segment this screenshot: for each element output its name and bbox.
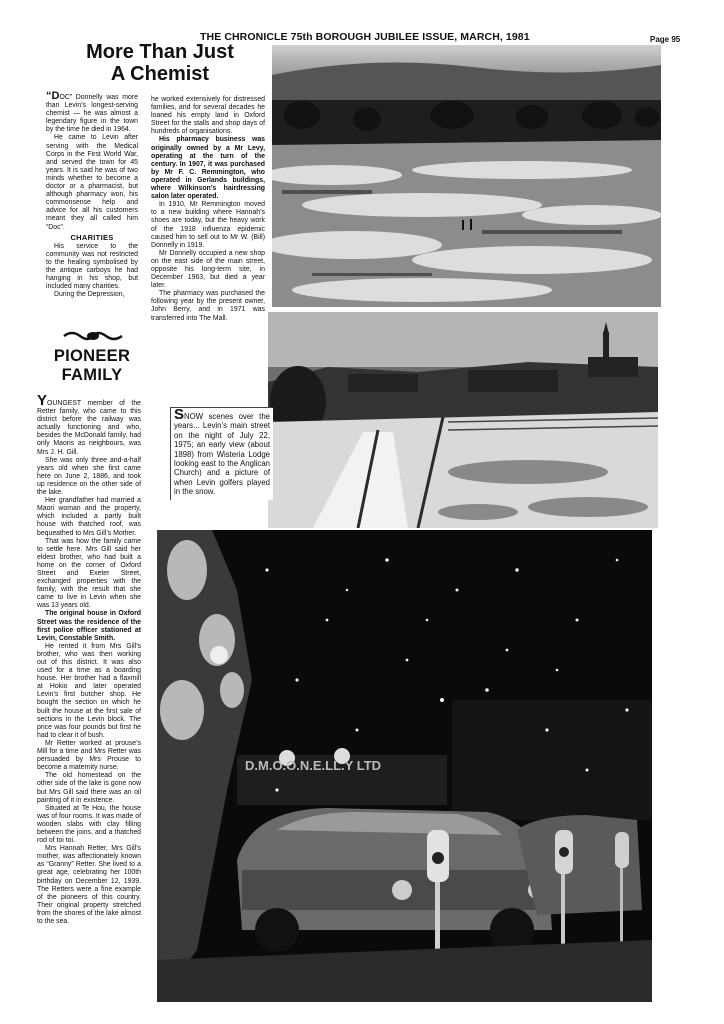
snowy-golf-course-photo [272,45,661,307]
drop-cap: D [51,90,60,102]
paragraph: During the Depression, [54,291,125,299]
headline-line-2: A Chemist [110,63,210,85]
paragraph: In 1910, Mr Remmington moved to a new building where Hannah’s shoes are today, but the heavy work of the 1918 influenza epidemic caused him to sell out to Mr W. (Bill) Donnelly in 1919. [151,201,265,249]
paragraph: Mr Donnelly occupied a new shop on the east side of the main street, opposite his long-term site, in December 1963, but died a year later. [151,249,265,290]
paragraph: His pharmacy business was originally owned by a Mr Levy, operating at the turn of the century. In 1907, it was purchased by Mr F. C. Remmington, who operated in Gerlands buildings, where Wilkinson’s hairdressing salon later operated. [151,136,265,201]
headline-line-1: More Than Just [86,41,234,63]
paragraph: “DOC” Donnelly was more than Levin’s longest-serving chemist — he was almost a legendary figure in the town by the time he died in 1964. [46,90,138,134]
paragraph: Her grandfather had married a Maori woman and the property, which included a partly built house with thatched roof, was bequeathed to Mrs Gill’s Mother. [37,497,141,537]
paragraph: Mr Retter worked at prouse’s Mill for a time and Mrs Retter was persuaded by Mrs Prouse to become a maternity nurse. [37,739,141,772]
paragraph: His service to the community was not restricted to the healing symbolised by the antique carboys he had hanging in his shop, but included many charities. [46,242,138,291]
paragraph: YOUNGEST member of the Retter family, who came to this district before the railway was actually functioning and who, besides the McDonald family, had only Maoris as neighbours, was Mrs J. H. Gill. [37,392,141,456]
paragraph: he worked extensively for distressed families, and for several decades he loaned his empty land in Oxford Street for the stalls and shop days of hundreds of organisations. [151,96,265,136]
newspaper-header: THE CHRONICLE 75th BOROUGH JUBILEE ISSUE, MARCH, 1981 [200,31,530,43]
paragraph: He came to Levin after serving with the Medical Corps in the First World War, and served the town for 45 years. It is said he was of two minds whether to become a doctor or a pharmacist, but although pharmacy won, his commonsense help and advice for all his customers meant they all called him “Doc”. [46,134,138,231]
subheading: CHARITIES [70,232,114,242]
ornament-divider-icon [62,330,124,342]
article-column-1 [46,92,138,299]
page-number: Page 95 [650,35,681,44]
night-street-snow-photo [157,530,652,1002]
shop-sign-text: D.M.O.O.N.E.LL.Y LTD [245,758,382,773]
article-column-3 [37,392,141,926]
paragraph: The original house in Oxford Street was the residence of the first police officer stationed at Levin, Constable Smith. [37,610,141,642]
paragraph: Situated at Te Hou, the house was of four rooms. It was made of wooden slabs with clay filling between the joins, and a thatched rod of toi toi. [37,804,141,845]
paragraph: The pharmacy was purchased the following year by the present owner, John Berry, and in 1971 was transferred into The Mall. [151,290,265,322]
paragraph: That was how the family came to settle here. Mrs Gill said her eldest brother, who had built a home on the corner of Oxford Street and Exeter Street, exchanged properties with the family, with the result that she came to live in Levin when she was 13 years old. [37,537,141,610]
article-column-2 [151,96,265,323]
section-headline: PIONEER FAMILY [53,347,131,384]
drop-cap: S [174,406,185,423]
photo-caption: SNOW scenes over the years... Levin’s main street on the night of July 22, 1975; an early view (about 1898) from Wisteria Lodge looking east to the Anglican Church) and a picture of when Levin golfers played in the snow. [170,407,273,500]
drop-cap: Y [37,392,48,409]
paragraph: The old homestead on the other side of the lake is gone now but Mrs Gill said there was an oil painting of it in existence. [37,772,141,804]
snowy-street-church-photo [268,312,658,528]
paragraph: He rented it from Mrs Gill’s brother, who was then working out of this district. It was also used for a time as a boarding house. Her brother had a flaxmill at Hokio and later operated Levin’s first butcher shop. He bought the section on which he built the house at the first sale of sections in the Levin block. The price was four pounds but first he had to clear it of bush. [37,642,141,739]
article-headline [40,41,280,85]
paragraph: She was only three and-a-half years old when she first came here on June 2, 1886, and took up residence on the other side of the lake. [37,456,141,497]
paragraph: Mrs Hannah Retter, Mrs Gill’s mother, was affectionately known as “Granny” Retter. She lived to a great age, celebrating her 100th birthday on December 12, 1939. The Retters were a fine example of the pioneers of this country. Their original property stretched from the shores of the lake almost to the sea. [37,845,141,925]
